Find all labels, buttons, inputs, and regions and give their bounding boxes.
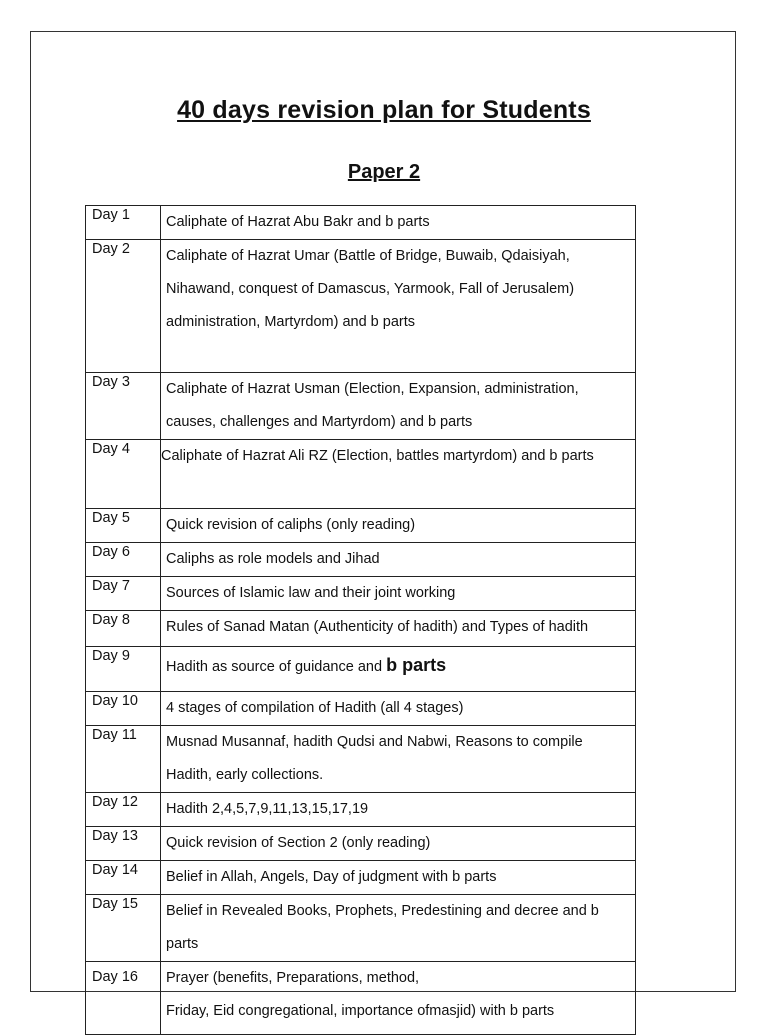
task-line: Belief in Revealed Books, Prophets, Predestining and decree and b [166, 903, 599, 919]
table-row [86, 861, 636, 895]
day-cell: Day 4 [86, 440, 161, 509]
task-line: Caliphate of Hazrat Umar (Battle of Bridge, Buwaib, Qdaisiyah, [166, 248, 570, 264]
day-cell: Day 13 [86, 827, 161, 861]
task-line: Quick revision of caliphs (only reading) [166, 517, 416, 533]
task-line: Caliphs as role models and Jihad [166, 551, 380, 567]
table-row [86, 206, 636, 240]
table-row [86, 440, 636, 509]
day-cell: Day 5 [86, 509, 161, 543]
table-row [86, 647, 636, 692]
task-line: Hadith, early collections. [166, 767, 324, 783]
task-cell [161, 793, 636, 827]
day-cell: Day 8 [86, 611, 161, 647]
task-line: parts [166, 936, 199, 952]
task-line: Caliphate of Hazrat Abu Bakr and b parts [166, 214, 430, 230]
task-cell [161, 692, 636, 726]
table-row [86, 373, 636, 440]
day-cell: Day 16 [86, 962, 161, 1035]
task-line: Hadith 2,4,5,7,9,11,13,15,17,19 [166, 801, 369, 817]
day-cell: Day 15 [86, 895, 161, 962]
task-line: administration, Martyrdom) and b parts [166, 314, 416, 330]
table-row [86, 509, 636, 543]
table-row [86, 577, 636, 611]
table-row [86, 611, 636, 647]
day-cell: Day 1 [86, 206, 161, 240]
day-cell: Day 12 [86, 793, 161, 827]
task-cell [161, 726, 636, 793]
task-line: Sources of Islamic law and their joint working [166, 585, 456, 601]
day-cell: Day 14 [86, 861, 161, 895]
task-line: Caliphate of Hazrat Ali RZ (Election, battles martyrdom) and b parts [161, 448, 594, 464]
table-row [86, 827, 636, 861]
task-cell [161, 543, 636, 577]
day-cell: Day 7 [86, 577, 161, 611]
task-line: Rules of Sanad Matan (Authenticity of hadith) and Types of hadith [166, 619, 589, 635]
task-line: Belief in Allah, Angels, Day of judgment with b parts [166, 869, 497, 885]
task-text: Hadith as source of guidance and [166, 659, 387, 675]
task-line: Nihawand, conquest of Damascus, Yarmook, Fall of Jerusalem) [166, 281, 575, 297]
revision-plan-table [85, 205, 636, 1035]
table-row [86, 895, 636, 962]
table-row [86, 240, 636, 373]
page-title: 40 days revision plan for Students [177, 96, 591, 124]
task-line: Musnad Musannaf, hadith Qudsi and Nabwi, Reasons to compile [166, 734, 583, 750]
table-row [86, 692, 636, 726]
task-cell [161, 895, 636, 962]
task-cell [161, 647, 636, 692]
task-cell [161, 240, 636, 373]
task-line: causes, challenges and Martyrdom) and b parts [166, 414, 473, 430]
task-cell [161, 827, 636, 861]
task-cell [161, 206, 636, 240]
task-text-bold: b parts [386, 655, 447, 675]
day-cell: Day 11 [86, 726, 161, 793]
task-line: Caliphate of Hazrat Usman (Election, Expansion, administration, [166, 381, 579, 397]
day-cell: Day 2 [86, 240, 161, 373]
day-cell: Day 10 [86, 692, 161, 726]
table-row [86, 726, 636, 793]
day-cell: Day 6 [86, 543, 161, 577]
day-cell: Day 3 [86, 373, 161, 440]
task-cell [161, 577, 636, 611]
table-row [86, 793, 636, 827]
task-cell [161, 373, 636, 440]
page-subtitle: Paper 2 [347, 161, 421, 183]
table-row [86, 543, 636, 577]
task-line: 4 stages of compilation of Hadith (all 4 stages) [166, 700, 464, 716]
day-cell: Day 9 [86, 647, 161, 692]
task-line: Prayer (benefits, Preparations, method, [166, 970, 420, 986]
task-cell [161, 861, 636, 895]
task-line: Friday, Eid congregational, importance ofmasjid) with b parts [166, 1003, 555, 1019]
task-cell [161, 509, 636, 543]
task-cell [161, 611, 636, 647]
task-line: Quick revision of Section 2 (only reading) [166, 835, 431, 851]
task-cell [161, 440, 636, 509]
